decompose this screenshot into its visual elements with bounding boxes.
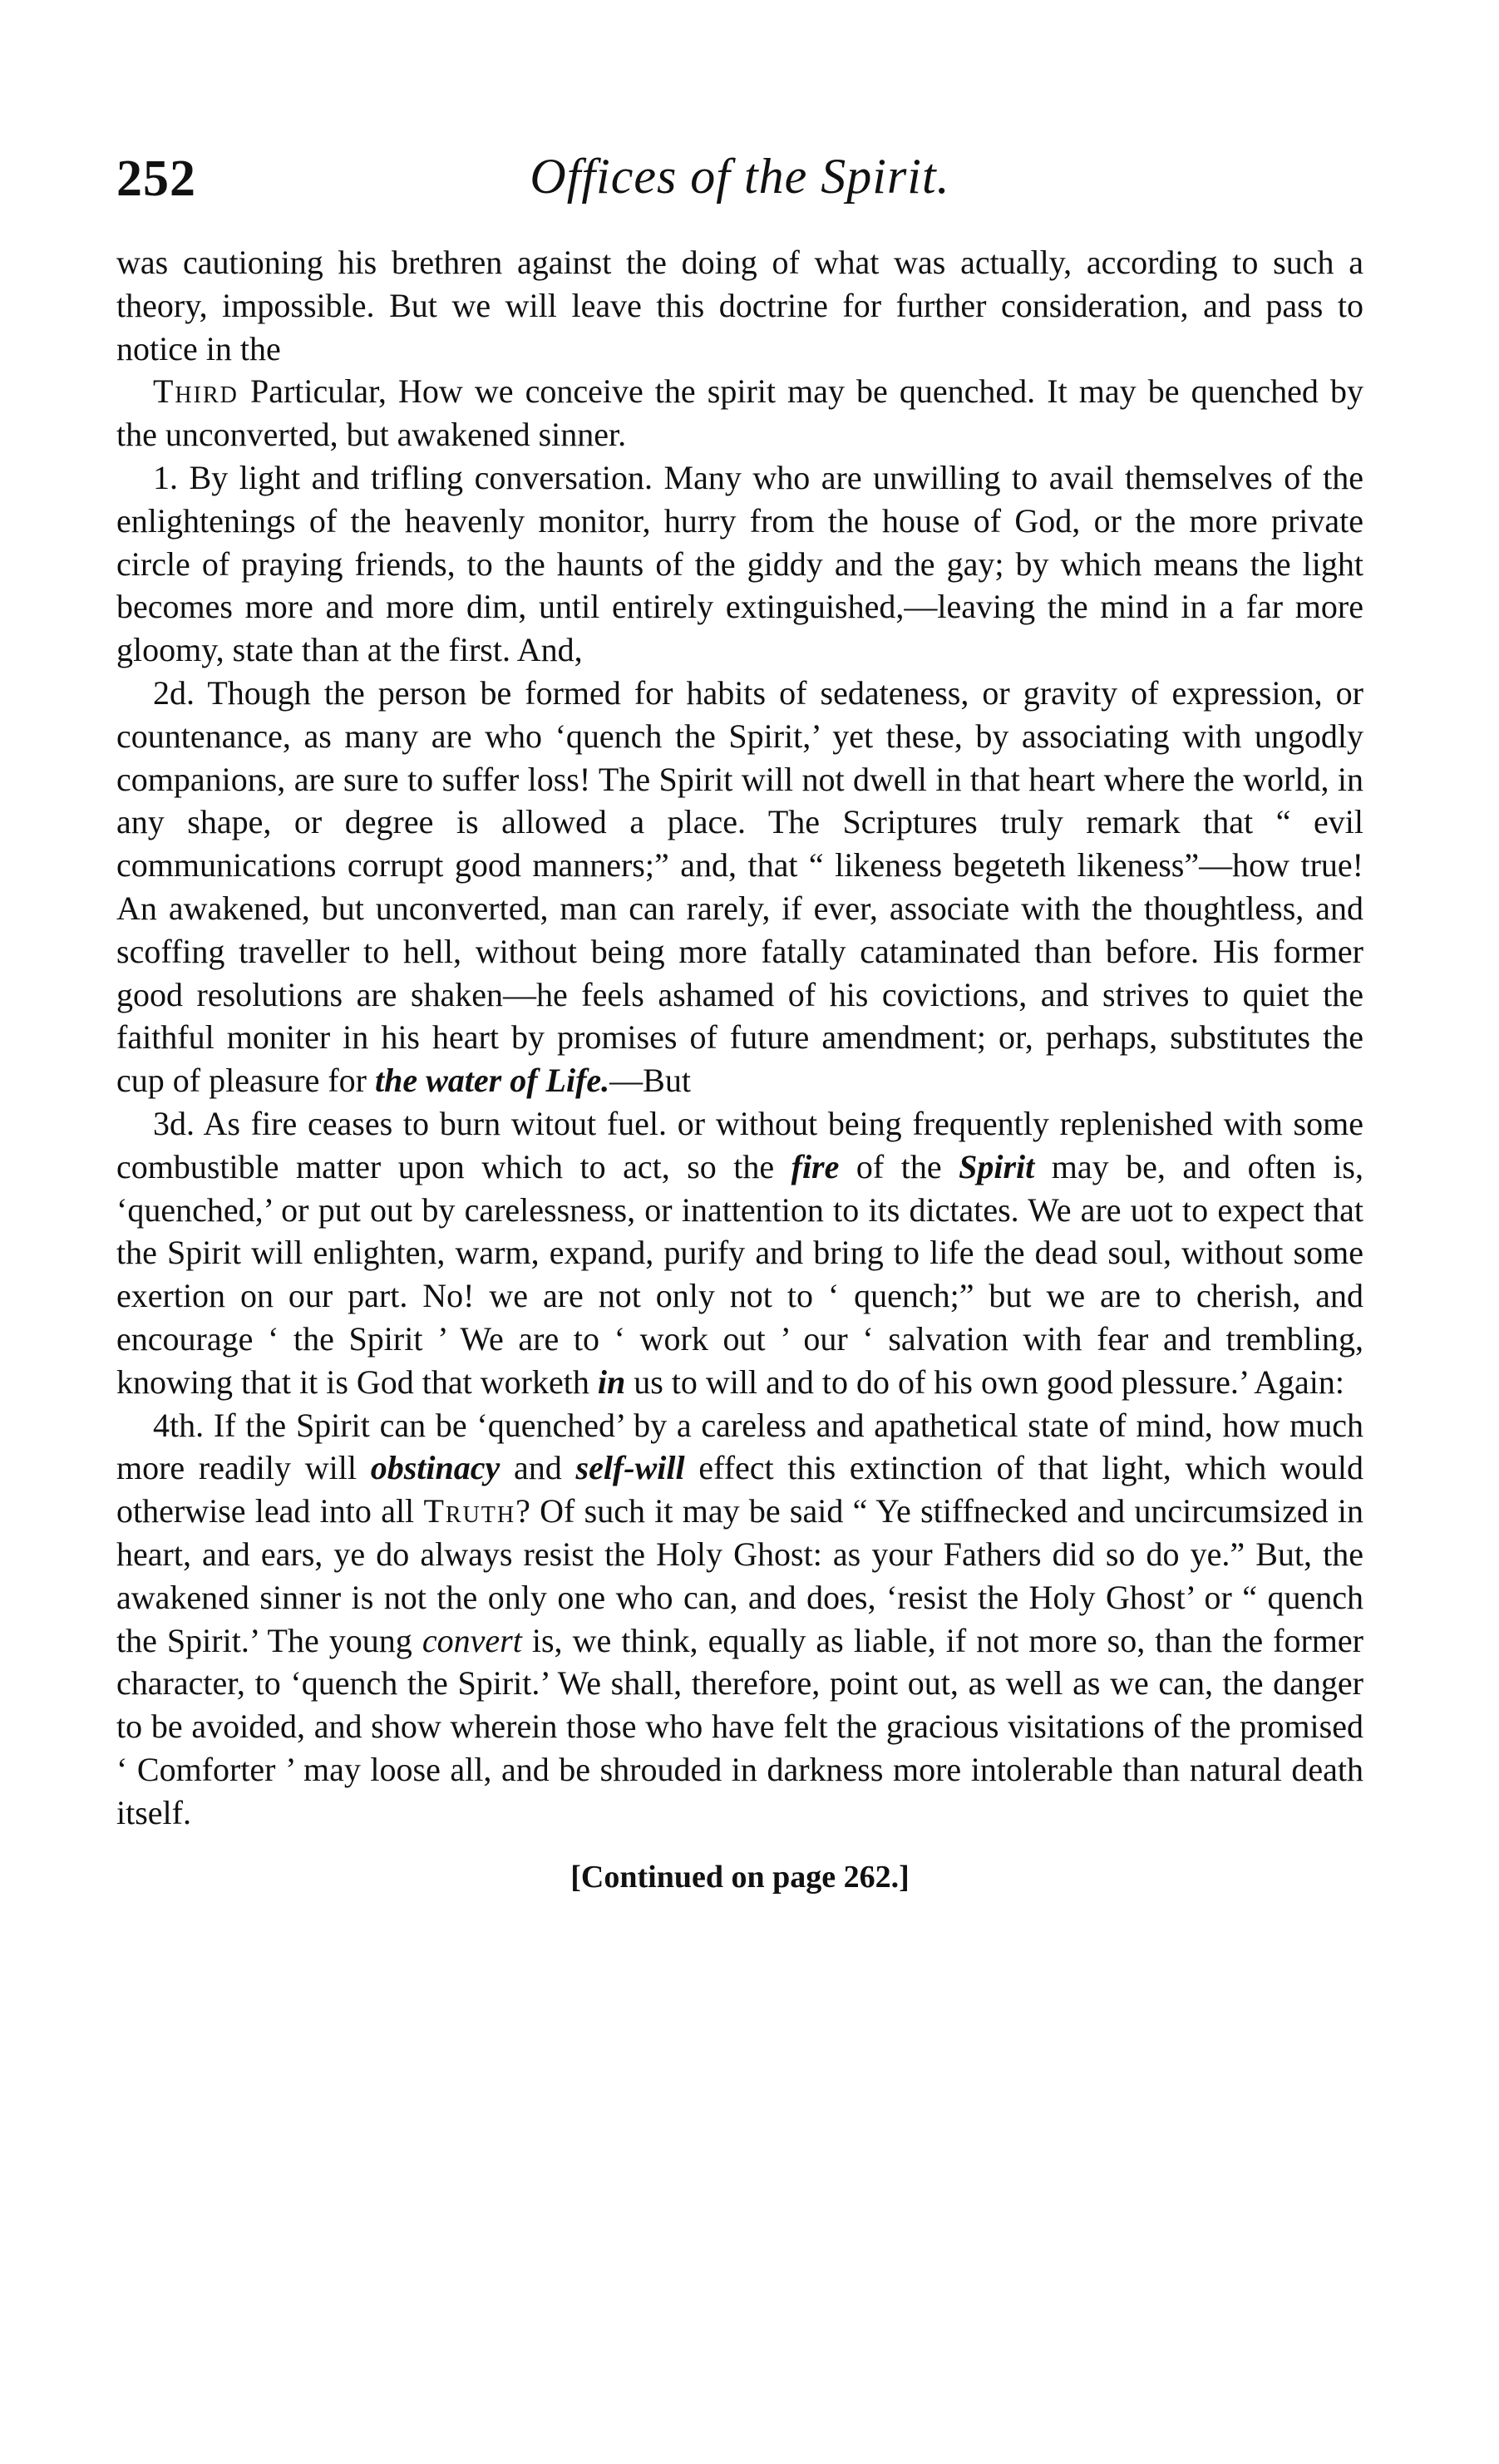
paragraph-text: 3d. As fire ceases to burn witout fuel. or without being frequently replenished with some combustible matter upon which to act, so the [116,1104,1363,1185]
paragraph-point-1 [116,456,1363,672]
paragraph-text: ? Of such it may be said “ Ye stiffnecked and uncircumsized in heart, and ears, ye do always resist the Holy Ghost: as your Fathers did so do ye.” But, the awakened sinner is not the only one who can, and does, ‘resist the Holy Ghost’ or “ quench the Spirit.’ The young [116,1492,1363,1659]
paragraph-text: Particular, How we conceive the spirit may be quenched. It may be quenched by the unconverted, but awakened sinner. [116,372,1363,454]
continued-note: [Continued on page 262.] [570,1860,910,1895]
paragraph-text: 4th. If the Spirit can be ‘quenched’ by a careless and apathetical state of mind, how much more readily will [116,1406,1363,1487]
emphasis-convert: convert [422,1621,522,1659]
page-number: 252 [116,150,196,207]
emphasis-self-will: self-will [575,1449,685,1487]
section-label: Third [153,372,239,411]
paragraph-text: may be, and often is, ‘quenched,’ or put out by carelessness, or inattention to its dictates. We are uot to expect that the Spirit will enlighten, warm, expand, purify and bring to life the dead soul, without some exertion on our part. No! we are not only not to ‘ quench;” but we are to cherish, and encourage ‘ the Spirit ’ We are to ‘ work out ’ our ‘ salvation with fear and trembling, knowing that it is God that worketh [116,1147,1363,1401]
emphasis-obstinacy: obstinacy [370,1449,500,1487]
article-body [116,241,1363,1834]
paragraph-point-2 [116,672,1363,1102]
emphasis-spirit: Spirit [959,1147,1035,1185]
paragraph-point-3 [116,1102,1363,1404]
paragraph-text: of the [839,1147,959,1185]
emphasis-fire: fire [791,1147,840,1185]
running-title: Offices of the Spirit. [530,149,950,204]
emphasis-in: in [597,1363,626,1401]
paragraph-third-particular [116,370,1363,456]
book-page [116,141,1363,1895]
paragraph-text: effect this extinction of that light, which would otherwise lead into all [116,1449,1363,1530]
emphasis-water-of-life: the water of Life. [374,1062,610,1100]
paragraph-point-4 [116,1404,1363,1835]
page-header [116,141,1363,241]
paragraph-continuation [116,241,1363,370]
paragraph-tail: —But [609,1062,691,1100]
paragraph-text: us to will and to do of his own good plessure.’ Again: [625,1363,1344,1401]
paragraph-text: 1. By light and trifling conversation. Many who are unwilling to avail themselves of the enlightenings of the heavenly monitor, hurry from the house of God, or the more private circle of praying friends, to the haunts of the giddy and the gay; by which means the light becomes more and more dim, until entirely extinguished,—leaving the mind in a far more gloomy, state than at the first. And, [116,458,1363,669]
paragraph-text: is, we think, equally as liable, if not more so, than the former character, to ‘quench the Spirit.’ We shall, therefore, point out, as well as we can, the danger to be avoided, and show wherein those who have felt the gracious visitations of the promised ‘ Comforter ’ may loose all, and be shrouded in darkness more intolerable than natural death itself. [116,1621,1363,1831]
paragraph-text: was cautioning his brethren against the doing of what was actually, according to such a theory, impossible. But we will leave this doctrine for further consideration, and pass to notice in the [116,244,1363,367]
emphasis-truth: Truth [423,1492,516,1530]
paragraph-text: and [500,1449,576,1487]
paragraph-text: 2d. Though the person be formed for habits of sedateness, or gravity of expression, or countenance, as many are who ‘quench the Spirit,’ yet these, by associating with ungodly companions, are sure to suffer loss! The Spirit will not dwell in that heart where the world, in any shape, or degree is allowed a place. The Scriptures truly remark that “ evil communications corrupt good manners;” and, that “ likeness begeteth likeness”—how true! An awakened, but unconverted, man can rarely, if ever, associate with the thoughtless, and scoffing traveller to hell, without being more fatally cataminated than before. His former good resolutions are shaken—he feels ashamed of his covictions, and strives to quiet the faithful moniter in his heart by promises of future amendment; or, perhaps, substitutes the cup of pleasure for [116,673,1363,1100]
